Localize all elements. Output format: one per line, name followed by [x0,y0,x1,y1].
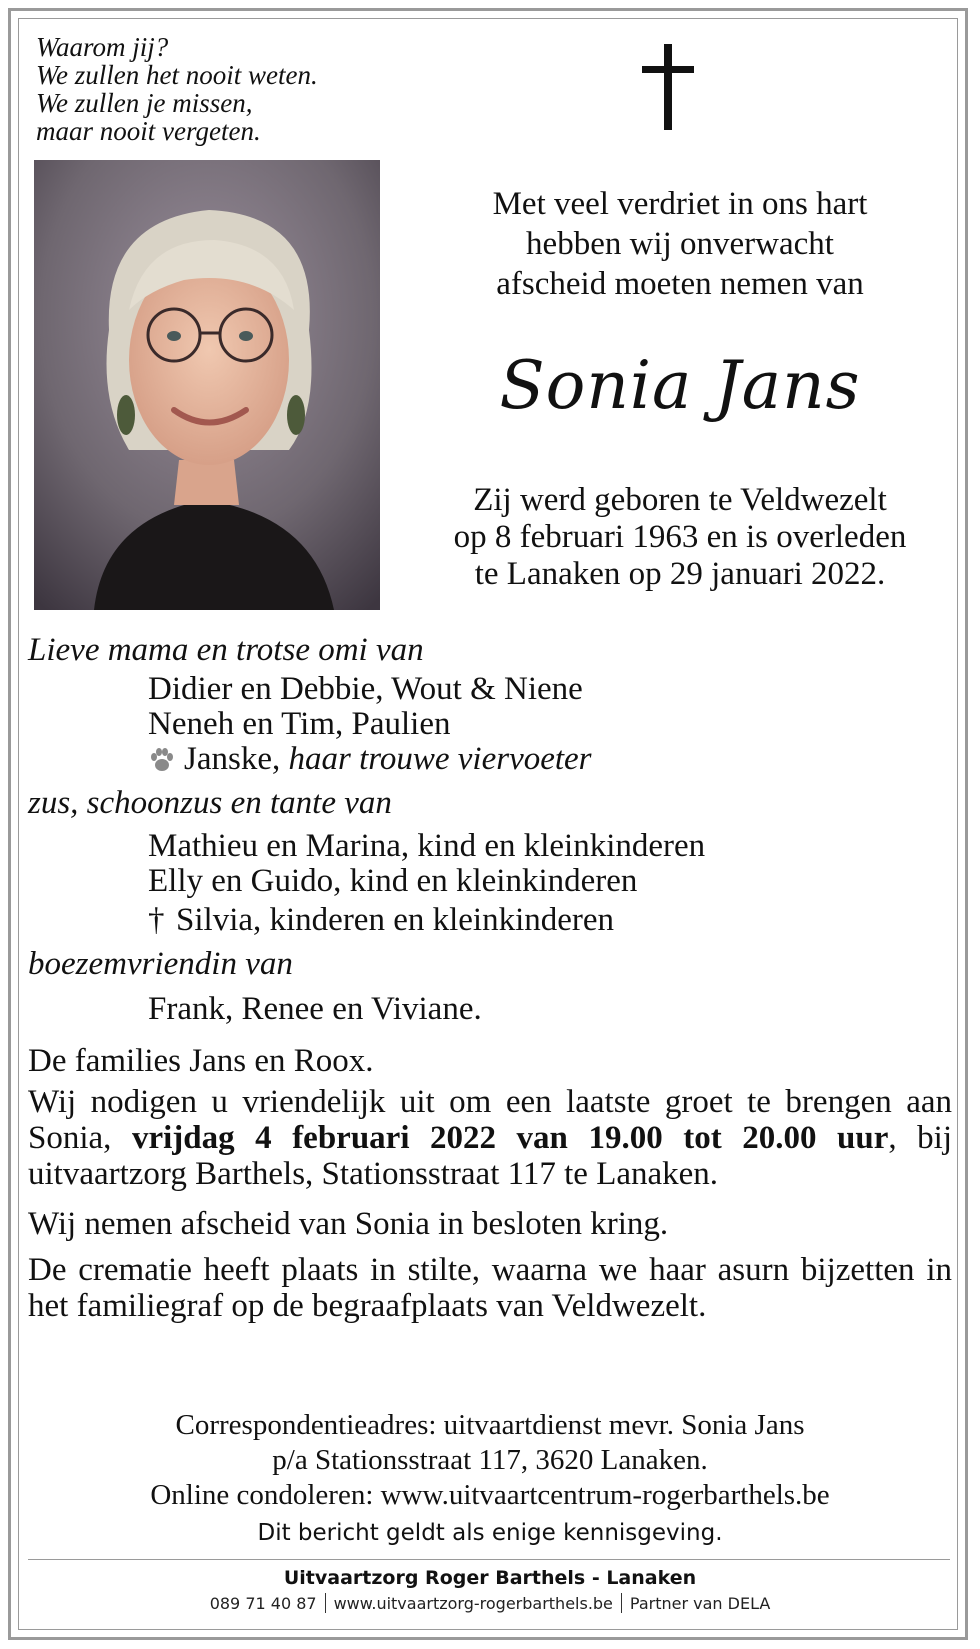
family-member: Mathieu en Marina, kind en kleinkinderen [148,828,706,864]
poem-line: We zullen het nooit weten. [36,60,318,90]
families: De families Jans en Roox. [28,1043,374,1079]
paw-icon [148,746,176,774]
footer-phone[interactable]: 089 71 40 87 [209,1594,317,1613]
notice-text: Dit bericht geldt als enige kennisgeving. [257,1520,723,1546]
birth-line: op 8 februari 1963 en is overleden [453,519,907,555]
friends: Frank, Renee en Viviane. [148,991,482,1027]
family-member: Neneh en Tim, Paulien [148,706,451,742]
footer-title: Uitvaartzorg Roger Barthels - Lanaken [283,1567,697,1589]
family-section [28,630,958,1079]
invitation-text: Wij nodigen u vriendelijk uit om een laatste groet te brengen aan Sonia, [28,1084,952,1156]
small-cross-icon: † [148,902,165,938]
online-condolence-link[interactable]: Online condoleren: www.uitvaartcentrum-rogerbarthels.be [150,1479,830,1511]
family-heading: zus, schoonzus en tante van [28,785,392,821]
deceased-sibling-row [28,903,958,938]
family-member: Elly en Guido, kind en kleinkinderen [148,863,638,899]
pet-row [28,742,958,777]
visitation-time: vrijdag 4 februari 2022 van 19.00 tot 20.00 uur [131,1120,889,1156]
correspondence-line: Correspondentieadres: uitvaartdienst mevr. Sonia Jans [175,1409,805,1441]
invitation-location: , bij uitvaartzorg Barthels, Stationsstraat 117 te Lanaken. [28,1120,953,1192]
family-member: Didier en Debbie, Wout & Niene [148,671,583,707]
cross-icon [638,44,698,130]
deceased-sibling: Silvia, kinderen en kleinkinderen [176,902,615,938]
birth-line: Zij werd geboren te Veldwezelt [473,482,887,518]
footer-website[interactable]: www.uitvaartzorg-rogerbarthels.be [333,1594,613,1613]
pet-name: Janske, [184,741,281,777]
pet-description: haar trouwe viervoeter [288,741,592,777]
farewell-paragraph: Wij nemen afscheid van Sonia in besloten kring. [28,1206,669,1242]
footer-partner: Partner van DELA [629,1594,771,1613]
footer-separator [621,1593,622,1613]
footer-info [28,1592,952,1616]
intro-line: hebben wij onverwacht [526,226,834,262]
poem-line: Waarom jij? [36,32,169,62]
correspondence-block [28,1408,952,1513]
footer-divider [28,1559,950,1560]
cremation-paragraph: De crematie heeft plaats in stilte, waarna we haar asurn bijzetten in het familiegraf op de begraafplaats van Veldwezelt. [28,1252,952,1324]
correspondence-line: p/a Stationsstraat 117, 3620 Lanaken. [272,1444,708,1476]
poem-line: We zullen je missen, [36,88,253,118]
portrait-photo [34,160,380,610]
footer-separator [325,1593,326,1613]
deceased-name: Sonia Jans [499,347,861,424]
family-heading: Lieve mama en trotse omi van [28,632,424,668]
intro-line: afscheid moeten nemen van [496,266,864,302]
poem-line: maar nooit vergeten. [36,116,261,146]
birth-death-text [400,482,960,593]
birth-line: te Lanaken op 29 januari 2022. [474,556,886,592]
invitation-paragraph [28,1084,952,1192]
family-heading: boezemvriendin van [28,946,293,982]
intro-line: Met veel verdriet in ons hart [492,186,868,222]
intro-text [410,184,950,304]
poem [36,33,318,145]
